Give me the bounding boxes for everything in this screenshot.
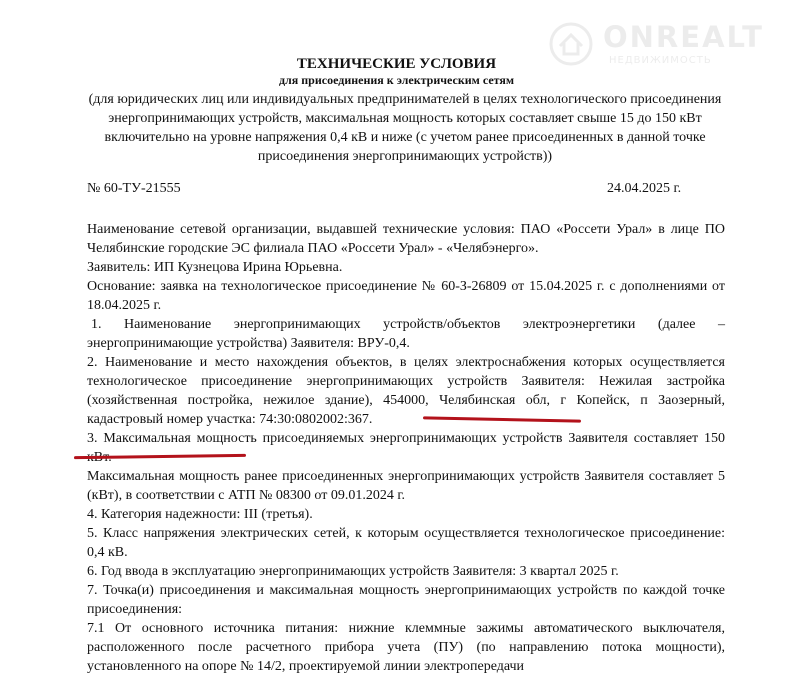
item-6-paragraph: 6. Год ввода в эксплуатацию энергопринимающих устройств Заявителя: 3 квартал 2025 г. xyxy=(87,564,619,579)
watermark-name: ONREALT xyxy=(603,20,764,54)
document-subtitle: для присоединения к электрическим сетям xyxy=(278,73,515,87)
item-1-paragraph: 1. Наименование энергопринимающих устройств/объектов электроэнергетики (далее – энергопринимающие устройства) Заявителя: ВРУ-0,4. xyxy=(87,317,725,351)
basis-paragraph: Основание: заявка на технологическое присоединение № 60-З-26809 от 15.04.2025 г. с дополнениями от 18.04.2025 г. xyxy=(87,279,725,313)
item-4-paragraph: 4. Категория надежности: III (третья). xyxy=(87,507,313,522)
document-body xyxy=(87,220,725,676)
item-3-paragraph: 3. Максимальная мощность присоединяемых энергопринимающих устройств Заявителя составляет 150 xyxy=(87,431,725,446)
item-2-paragraph: 2. Наименование и место нахождения объектов, в целях электроснабжения которых осуществляется технологическое присоединение энергопринимающих устройств Заявителя: Нежилая застройка (хозяйственная постройка, нежилое здание), 454000, Челябинская обл, г Копейск, п Заозерный, кадастровый номер участка: 74:30:0802002:367. xyxy=(87,355,725,427)
item-7-paragraph: 7. Точка(и) присоединения и максимальная мощность энергопринимающих устройств по каждой точке присоединения: xyxy=(87,583,725,617)
network-organization-paragraph: Наименование сетевой организации, выдавшей технические условия: ПАО «Россети Урал» в лице ПО Челябинские городские ЭС филиала ПАО «Россети Урал» - «Челябэнерго». xyxy=(87,222,725,256)
applicant-paragraph: Заявитель: ИП Кузнецова Ирина Юрьевна. xyxy=(87,260,343,275)
document-date: 24.04.2025 г. xyxy=(607,181,682,196)
document-description: (для юридических лиц или индивидуальных предпринимателей в целях технологического присоединения энергопринимающих устройств, максимальная мощность которых составляет свыше 15 до 150 кВт включительно на уровне напряжения 0,4 кВ и ниже (с учетом ранее присоединенных в данной точке присоединения энергопринимающих устройств)) xyxy=(88,92,722,164)
document-number: № 60-ТУ-21555 xyxy=(87,181,181,196)
previous-power-paragraph: Максимальная мощность ранее присоединенных энергопринимающих устройств Заявителя составляет 5 (кВт), в соответствии с АТП № 08300 от 09.01.2024 г. xyxy=(87,469,725,503)
watermark-tagline: НЕДВИЖИМОСТЬ xyxy=(609,55,712,66)
document-title: ТЕХНИЧЕСКИЕ УСЛОВИЯ xyxy=(296,56,497,72)
item-7-1-paragraph: 7.1 От основного источника питания: нижние клеммные зажимы автоматического выключателя, расположенного после расчетного прибора учета (ПУ) (по направлению потока мощности), установленного на опоре № 14/2, проектируемой линии электропередачи xyxy=(87,621,725,674)
item-5-paragraph: 5. Класс напряжения электрических сетей, к которым осуществляется технологическое присоединение: 0,4 кВ. xyxy=(87,526,725,560)
